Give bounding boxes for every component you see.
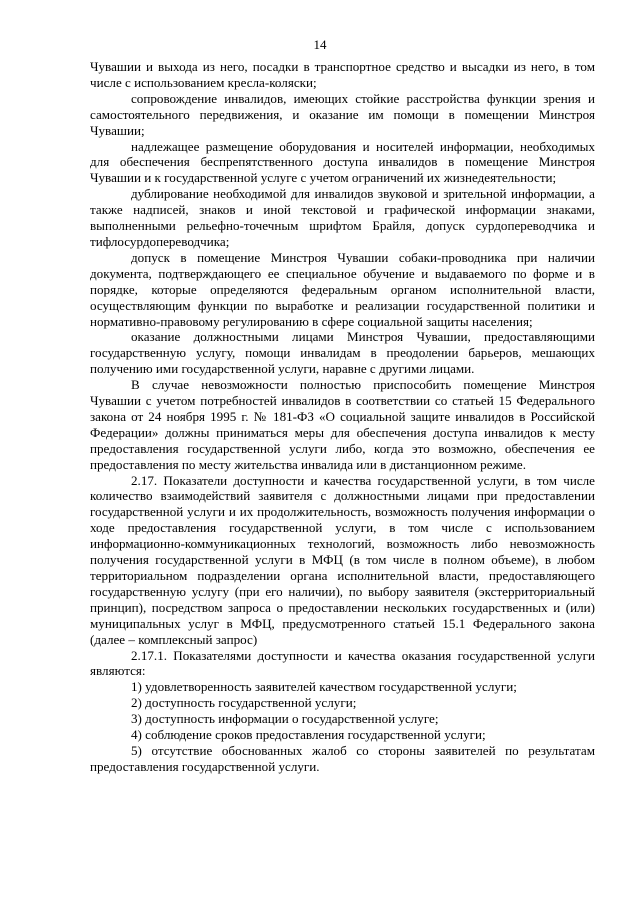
list-item: 3) доступность информации о государственной услуге; [131, 711, 439, 727]
list-item: 1) удовлетворенность заявителей качеством государственной услуги; [131, 679, 517, 695]
paragraph-continuation: Чувашии и выхода из него, посадки в транспортное средство и высадки из него, в том числе с использованием кресла-коляски; [90, 59, 595, 90]
section-2-17-1-paragraph: 2.17.1. Показателями доступности и качества оказания государственной услуги являются: [90, 647, 595, 679]
section-2-17-paragraph: 2.17. Показатели доступности и качества государственной услуги, в том числе количество взаимодействий заявителя с должностными лицами при предоставлении государственной услуги и их продолжительность, возможность получения информации о ходе предоставления государственной услуги, в том числе с использованием информационно-коммуникационных технологий, возможность либо невозможность получения государственной услуги в МФЦ (в том числе в полном объеме), в любом территориальном подразделении органа исполнительной власти, предоставляющего государственную услугу (при его наличии), по выбору заявителя (экстерриториальный принцип), посредством запроса о предоставлении нескольких государственных и (или) муниципальных услуг в МФЦ, предусмотренного статьей 15.1 Федерального закона (далее – комплексный запрос) [90, 472, 595, 647]
paragraph: допуск в помещение Минстроя Чувашии собаки-проводника при наличии документа, подтверждающего ее специальное обучение и выдаваемого по форме и в порядке, которые определяются федеральным органом исполнительной власти, осуществляющим функции по выработке и реализации государственной политики и нормативно-правовому регулированию в сфере социальной защиты населения; [90, 249, 595, 329]
list-item: 4) соблюдение сроков предоставления государственной услуги; [131, 727, 486, 743]
paragraph: оказание должностными лицами Минстроя Чувашии, предоставляющими государственную услугу, помощи инвалидам в преодолении барьеров, мешающих получению ими государственной услуги, наравне с другими лицами. [90, 329, 595, 377]
document-body [90, 59, 595, 775]
paragraph: надлежащее размещение оборудования и носителей информации, необходимых для обеспечения беспрепятственного доступа инвалидов в помещение Минстроя Чувашии и к государственной услуге с учетом ограничений их жизнедеятельности; [90, 138, 595, 186]
paragraph: дублирование необходимой для инвалидов звуковой и зрительной информации, а также надписей, знаков и иной текстовой и графической информации знаками, выполненными рельефно-точечным шрифтом Брайля, допуск сурдопереводчика и тифлосурдопереводчика; [90, 186, 595, 249]
list-item: 5) отсутствие обоснованных жалоб со стороны заявителей по результатам предоставления государственной услуги. [90, 742, 595, 774]
paragraph: В случае невозможности полностью приспособить помещение Минстроя Чувашии с учетом потребностей инвалидов в соответствии со статьей 15 Федерального закона от 24 ноября 1995 г. № 181-ФЗ «О социальной защите инвалидов в Российской Федерации» должны приниматься меры для обеспечения доступа инвалидов к месту предоставления государственной услуги либо, когда это возможно, обеспечения ее предоставления по месту жительства инвалида или в дистанционном режиме. [90, 377, 595, 472]
list-item: 2) доступность государственной услуги; [131, 695, 357, 711]
page-number: 14 [313, 37, 327, 52]
paragraph: сопровождение инвалидов, имеющих стойкие расстройства функции зрения и самостоятельного передвижения, и оказание им помощи в помещении Минстроя Чувашии; [90, 90, 595, 138]
